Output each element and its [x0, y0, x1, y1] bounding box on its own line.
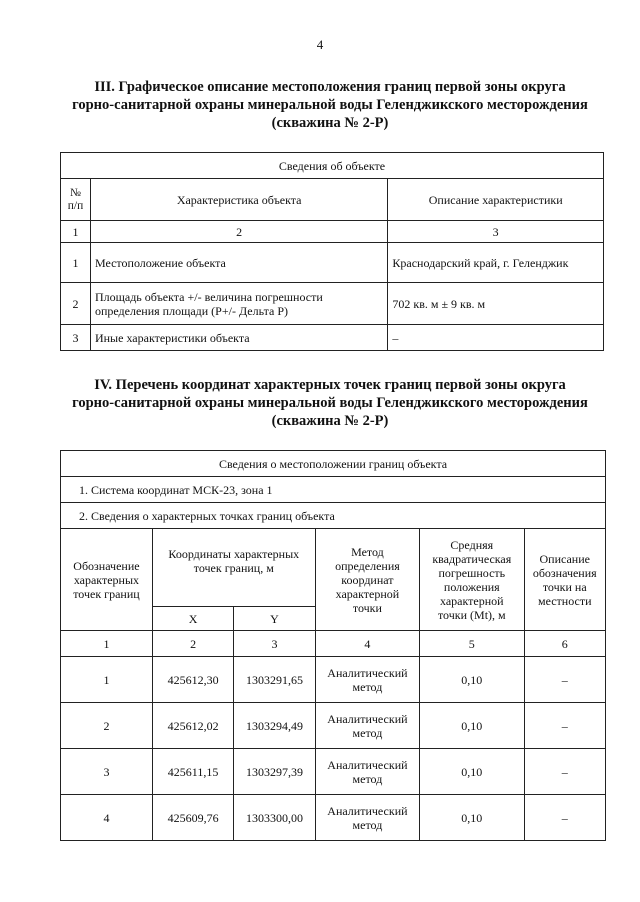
header-description: Описание характеристики — [388, 179, 604, 221]
method-cell: Аналитический метод — [315, 749, 419, 795]
point-description-cell: – — [524, 657, 606, 703]
method-cell: Аналитический метод — [315, 795, 419, 841]
table-row — [61, 243, 604, 283]
point-designation: 2 — [61, 703, 153, 749]
coordinates-caption: Сведения о местоположении границ объекта — [61, 451, 606, 477]
header-y: Y — [234, 607, 315, 631]
header-method: Метод определения координат характерной точки — [315, 529, 419, 631]
point-designation: 1 — [61, 657, 153, 703]
table-row — [61, 749, 606, 795]
point-description-cell: – — [524, 703, 606, 749]
section-4-title-line: IV. Перечень координат характерных точек границ первой зоны округа — [94, 377, 566, 393]
object-info-table — [60, 152, 604, 351]
column-number: 3 — [234, 631, 315, 657]
section-3-title — [40, 78, 620, 132]
coord-y: 1303291,65 — [234, 657, 315, 703]
table-row — [61, 657, 606, 703]
coord-y: 1303297,39 — [234, 749, 315, 795]
coord-x: 425612,02 — [152, 703, 233, 749]
column-number: 3 — [388, 221, 604, 243]
error-cell: 0,10 — [420, 749, 524, 795]
characteristic-cell: Местоположение объекта — [90, 243, 387, 283]
method-cell: Аналитический метод — [315, 703, 419, 749]
section-3-title-line: III. Графическое описание местоположения границ первой зоны округа — [94, 79, 566, 95]
column-number: 1 — [61, 221, 91, 243]
point-designation: 3 — [61, 749, 153, 795]
coordinate-system: 1. Система координат МСК-23, зона 1 — [61, 477, 606, 503]
section-4-title — [40, 376, 620, 430]
coord-x: 425612,30 — [152, 657, 233, 703]
header-x: X — [152, 607, 233, 631]
page-number: 4 — [316, 37, 324, 52]
coord-y: 1303300,00 — [234, 795, 315, 841]
error-cell: 0,10 — [420, 703, 524, 749]
point-description-cell: – — [524, 749, 606, 795]
table-row — [61, 795, 606, 841]
row-number: 2 — [61, 283, 91, 325]
section-3-title-line: горно-санитарной охраны минеральной воды Геленджикского месторождения — [72, 97, 588, 113]
row-number: 3 — [61, 325, 91, 351]
column-number: 2 — [152, 631, 233, 657]
header-coordinates: Координаты характерных точек границ, м — [152, 529, 315, 607]
coord-x: 425609,76 — [152, 795, 233, 841]
column-number: 1 — [61, 631, 153, 657]
column-number: 5 — [420, 631, 524, 657]
method-cell: Аналитический метод — [315, 657, 419, 703]
object-info-caption: Сведения об объекте — [61, 153, 604, 179]
coordinates-table — [60, 450, 606, 841]
column-number: 4 — [315, 631, 419, 657]
header-row-number: № п/п — [61, 179, 91, 221]
section-3-title-line: (скважина № 2-Р) — [271, 115, 389, 131]
description-cell: – — [388, 325, 604, 351]
point-designation: 4 — [61, 795, 153, 841]
coord-x: 425611,15 — [152, 749, 233, 795]
error-cell: 0,10 — [420, 795, 524, 841]
characteristic-cell: Площадь объекта +/- величина погрешности определения площади (Р+/- Дельта Р) — [90, 283, 387, 325]
header-designation: Обозначение характерных точек границ — [61, 529, 153, 631]
table-row — [61, 283, 604, 325]
header-error: Средняя квадратическая погрешность положения характерной точки (Mt), м — [420, 529, 524, 631]
section-4-title-line: горно-санитарной охраны минеральной воды Геленджикского месторождения — [72, 395, 588, 411]
column-number: 2 — [90, 221, 387, 243]
characteristic-cell: Иные характеристики объекта — [90, 325, 387, 351]
table-row — [61, 703, 606, 749]
points-info-label: 2. Сведения о характерных точках границ объекта — [61, 503, 606, 529]
header-point-description: Описание обозначения точки на местности — [524, 529, 606, 631]
error-cell: 0,10 — [420, 657, 524, 703]
header-characteristic: Характеристика объекта — [90, 179, 387, 221]
description-cell: Краснодарский край, г. Геленджик — [388, 243, 604, 283]
column-number: 6 — [524, 631, 606, 657]
row-number: 1 — [61, 243, 91, 283]
table-row — [61, 325, 604, 351]
coord-y: 1303294,49 — [234, 703, 315, 749]
section-4-title-line: (скважина № 2-Р) — [271, 413, 389, 429]
description-cell: 702 кв. м ± 9 кв. м — [388, 283, 604, 325]
point-description-cell: – — [524, 795, 606, 841]
